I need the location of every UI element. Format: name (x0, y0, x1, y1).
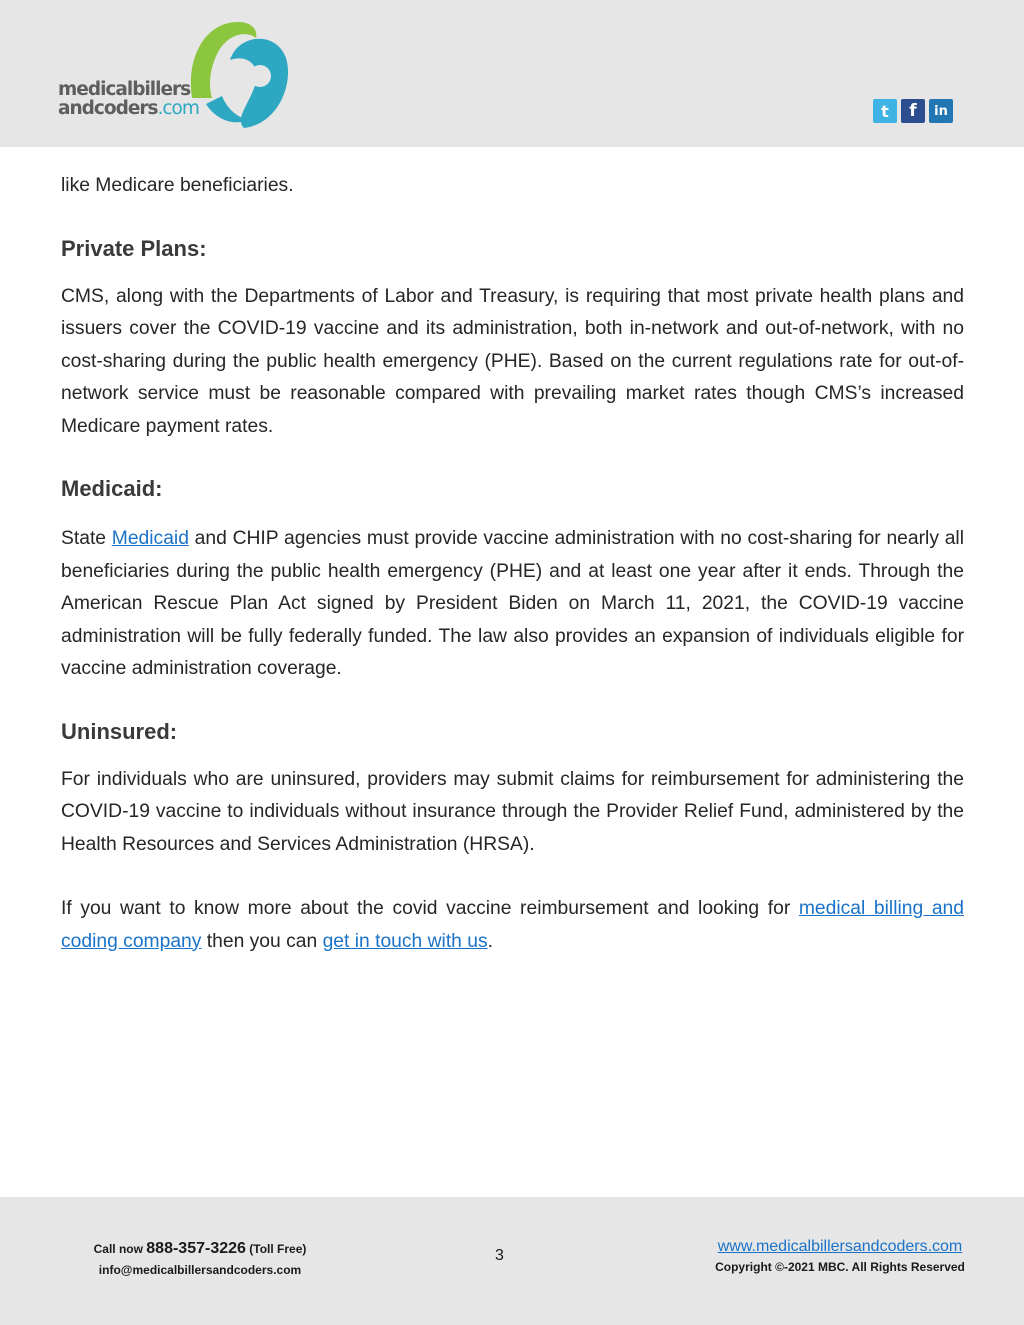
footer-contact (50, 1238, 350, 1281)
document-body (61, 170, 964, 958)
intro-fragment: like Medicare beneficiaries. (61, 175, 294, 196)
logo-line-2 (58, 99, 199, 118)
medical-billing-link[interactable]: medical billing and coding company (61, 898, 964, 952)
contact-us-link[interactable]: get in touch with us (322, 930, 488, 952)
company-logo[interactable] (58, 20, 298, 132)
twitter-icon[interactable]: t (873, 99, 897, 123)
page-footer (0, 1197, 1024, 1325)
logo-mark-icon (186, 20, 290, 132)
toll-free-label: (Toll Free) (245, 1242, 307, 1256)
paragraph-uninsured: For individuals who are uninsured, providers may submit claims for reimbursement for administering the COVID-19 vaccine to individuals without insurance through the Provider Relief Fund, administered by the Health Resources and Services Administration (HRSA). (61, 768, 964, 855)
footer-call-line (50, 1238, 350, 1260)
social-links (873, 99, 953, 123)
heading-uninsured: Uninsured: (61, 718, 178, 744)
website-link[interactable]: www.medicalbillersandcoders.com (717, 1238, 963, 1255)
paragraph-medicaid (61, 523, 964, 686)
page-number: 3 (495, 1247, 504, 1264)
phone-number[interactable]: 888-357-3226 (146, 1240, 246, 1257)
call-label: Call now (93, 1242, 147, 1256)
medicaid-text-start: State (61, 528, 112, 549)
footer-site-info (690, 1236, 990, 1278)
closing-text-2: then you can (201, 930, 323, 952)
paragraph-private-plans: CMS, along with the Departments of Labor and Treasury, is requiring that most private health plans and issuers cover the COVID-19 vaccine and its administration, both in-network and out-of-network, with no cost-sharing during the public health emergency (PHE). Based on the current regulations rate for out-of-network service must be reasonable compared with prevailing market rates though CMS’s increased Medicare payment rates. (61, 285, 964, 437)
logo-wordmark (58, 80, 199, 118)
medicaid-text-rest: and CHIP agencies must provide vaccine administration with no cost-sharing for nearly all beneficiaries during the public health emergency (PHE) and at least one year after it ends. Through the American Rescue Plan Act signed by President Biden on March 11, 2021, the COVID-19 vaccine administration will be fully federally funded. The law also provides an expansion of individuals eligible for vaccine administration coverage. (61, 528, 964, 679)
closing-text-1: If you want to know more about the covid vaccine reimbursement and looking for (61, 898, 799, 919)
logo-line-2a: andcoders (58, 98, 158, 119)
medicaid-link[interactable]: Medicaid (111, 528, 189, 549)
heading-private-plans: Private Plans: (61, 235, 207, 261)
copyright-text: Copyright ©-2021 MBC. All Rights Reserved (715, 1260, 965, 1274)
heading-medicaid: Medicaid: (61, 476, 163, 501)
logo-line-2b: .com (157, 98, 199, 119)
logo-line-1: medicalbillers (58, 79, 191, 100)
footer-email[interactable]: info@medicalbillersandcoders.com (98, 1263, 302, 1277)
linkedin-icon[interactable]: in (929, 99, 953, 123)
closing-text-3: . (487, 930, 493, 952)
facebook-icon[interactable]: f (901, 99, 925, 123)
page-header (0, 0, 1024, 147)
paragraph-closing (61, 893, 964, 958)
